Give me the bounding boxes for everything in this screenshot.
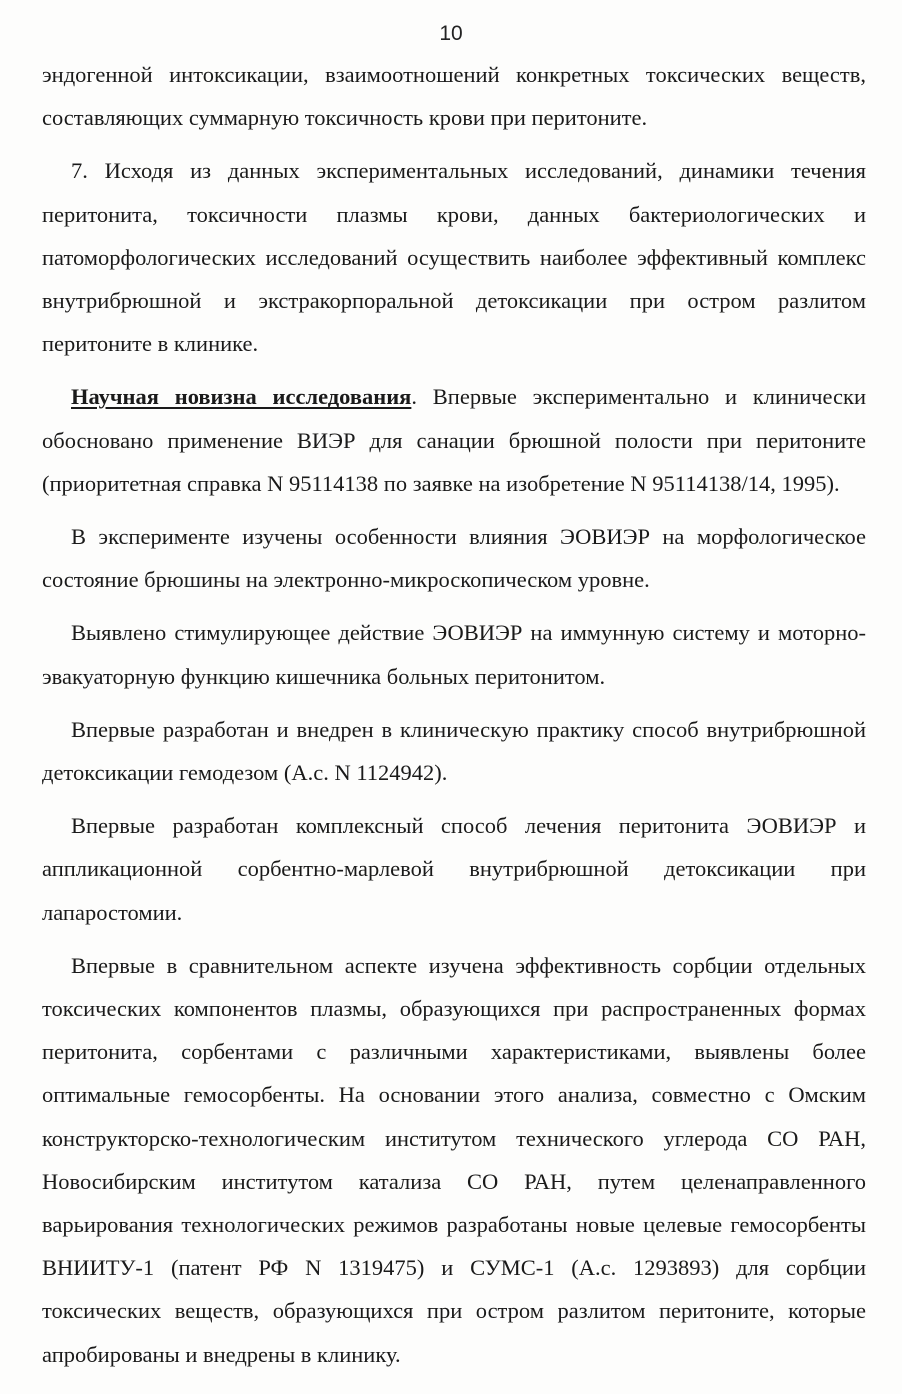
paragraph-hemodez: Впервые разработан и внедрен в клиническую практику способ внутрибрюшной детоксикации гемодезом (А.с. N 1124942).	[42, 716, 866, 786]
paragraph-complex-method: Впервые разработан комплексный способ лечения перитонита ЭОВИЭР и аппликационной сорбентно-марлевой внутрибрюшной детоксикации при лапаростомии.	[42, 813, 866, 925]
page-number: 10	[439, 22, 463, 45]
paragraph-continuation: эндогенной интоксикации, взаимоотношений конкретных токсических веществ, составляющих суммарную токсичность крови при перитоните.	[42, 62, 866, 131]
body-text	[42, 53, 866, 1386]
section-heading-novelty: Научная новизна исследования	[71, 384, 412, 410]
paragraph-immune: Выявлено стимулирующее действие ЭОВИЭР на иммунную систему и моторно-эвакуаторную функцию кишечника больных перитонитом.	[42, 620, 866, 689]
paragraph-novelty-text: . Впервые экспериментально и клинически обосновано применение ВИЭР для санации брюшной полости при перитоните (приоритетная справка N 95114138 по заявке на изобретение N 95114138/14, 1995).	[42, 384, 866, 496]
paragraph-sorbents: Впервые в сравнительном аспекте изучена эффективность сорбции отдельных токсических компонентов плазмы, образующихся при распространенных формах перитонита, сорбентами с различными характеристиками, выявлены более оптимальные гемосорбенты. На основании этого анализа, совместно с Омским конструкторско-технологическим институтом технического углерода СО РАН, Новосибирским институтом катализа СО РАН, путем целенаправленного варьирования технологических режимов разработаны новые целевые гемосорбенты ВНИИТУ-1 (патент РФ N 1319475) и СУМС-1 (А.с. 1293893) для сорбции токсических веществ, образующихся при остром разлитом перитоните, которые апробированы и внедрены в клинику.	[42, 952, 866, 1367]
paragraph-novelty	[42, 375, 866, 505]
paragraph-goal-7: 7. Исходя из данных экспериментальных исследований, динамики течения перитонита, токсичности плазмы крови, данных бактериологических и патоморфологических исследований осуществить наиболее эффективный комплекс внутрибрюшной и экстракорпоральной детоксикации при остром разлитом перитоните в клинике.	[42, 158, 866, 357]
paragraph-experiment: В эксперименте изучены особенности влияния ЭОВИЭР на морфологическое состояние брюшины на электронно-микроскопическом уровне.	[42, 524, 866, 593]
